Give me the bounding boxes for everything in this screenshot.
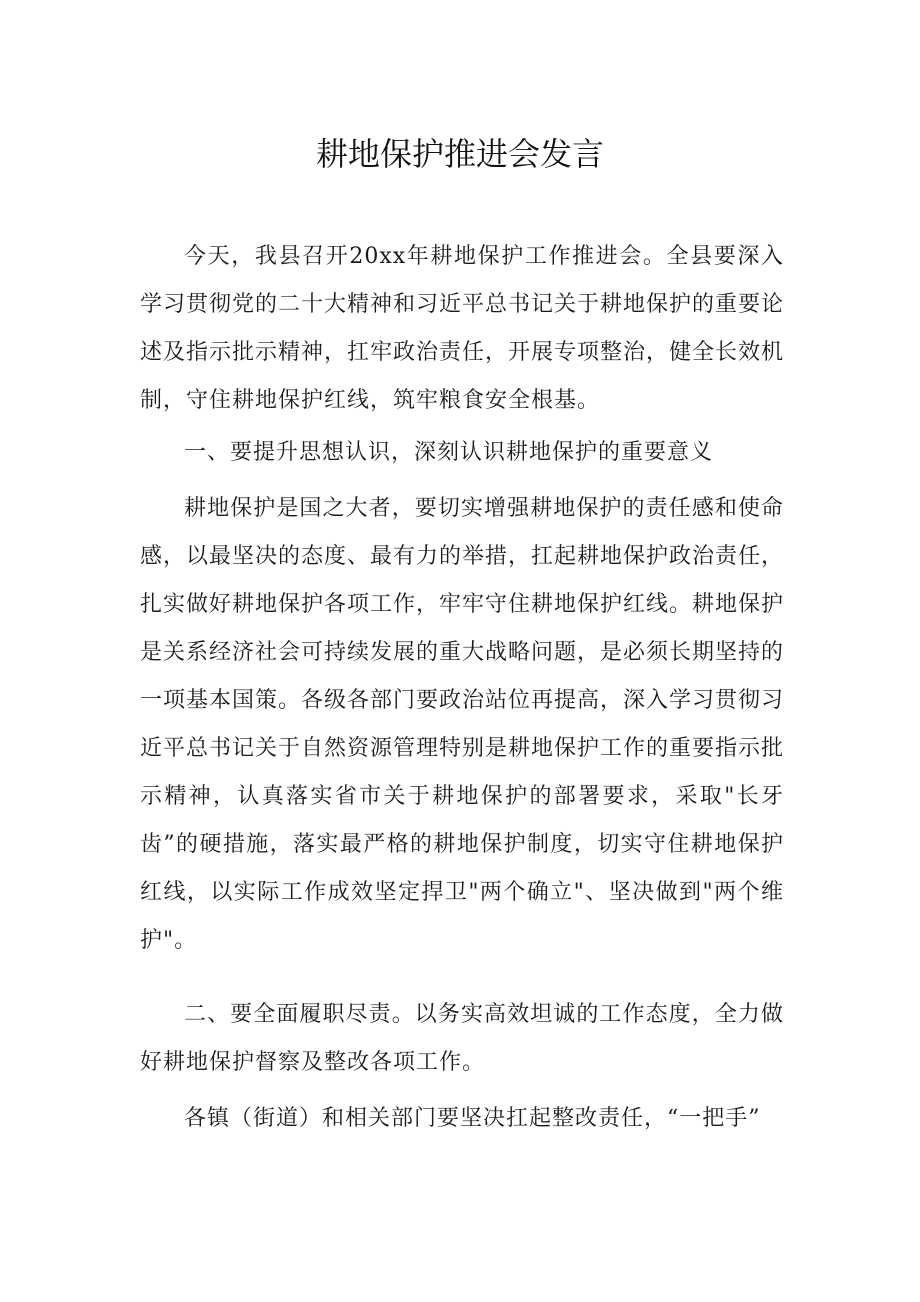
- paragraph-section-1: 耕地保护是国之大者，要切实增强耕地保护的责任感和使命感，以最坚决的态度、最有力的举措，扛起耕地保护政治责任，扎实做好耕地保护各项工作，牢牢守住耕地保护红线。耕地保护是关系经济社会可持续发展的重大战略问题，是必须长期坚持的一项基本国策。各级各部门要政治站位再提高，深入学习贯彻习近平总书记关于自然资源管理特别是耕地保护工作的重要指示批示精神，认真落实省市关于耕地保护的部署要求，采取"长牙齿”的硬措施，落实最严格的耕地保护制度，切实守住耕地保护红线，以实际工作成效坚定捍卫"两个确立"、坚决做到"两个维护"。: [140, 496, 785, 953]
- document-body: [140, 233, 784, 1143]
- spacer: [140, 1087, 784, 1095]
- paragraph-intro: 今天，我县召开20xx年耕地保护工作推进会。全县要深入学习贯彻党的二十大精神和习近平总书记关于耕地保护的重要论述及指示批示精神，扛牢政治责任，开展专项整治，健全长效机制，守住耕地保护红线，筑牢粮食安全根基。: [140, 244, 785, 413]
- spacer: [140, 477, 784, 485]
- document-title: 耕地保护推进会发言: [315, 135, 604, 173]
- paragraph-section-2: 各镇（街道）和相关部门要坚决扛起整改责任，“一把手”: [184, 1106, 761, 1131]
- spacer: [140, 965, 784, 991]
- section-heading-2: 二、要全面履职尽责。以务实高效坦诚的工作态度，全力做好耕地保护督察及整改各项工作。: [140, 1002, 784, 1075]
- section-heading-1: 一、要提升思想认识，深刻认识耕地保护的重要意义: [184, 440, 714, 465]
